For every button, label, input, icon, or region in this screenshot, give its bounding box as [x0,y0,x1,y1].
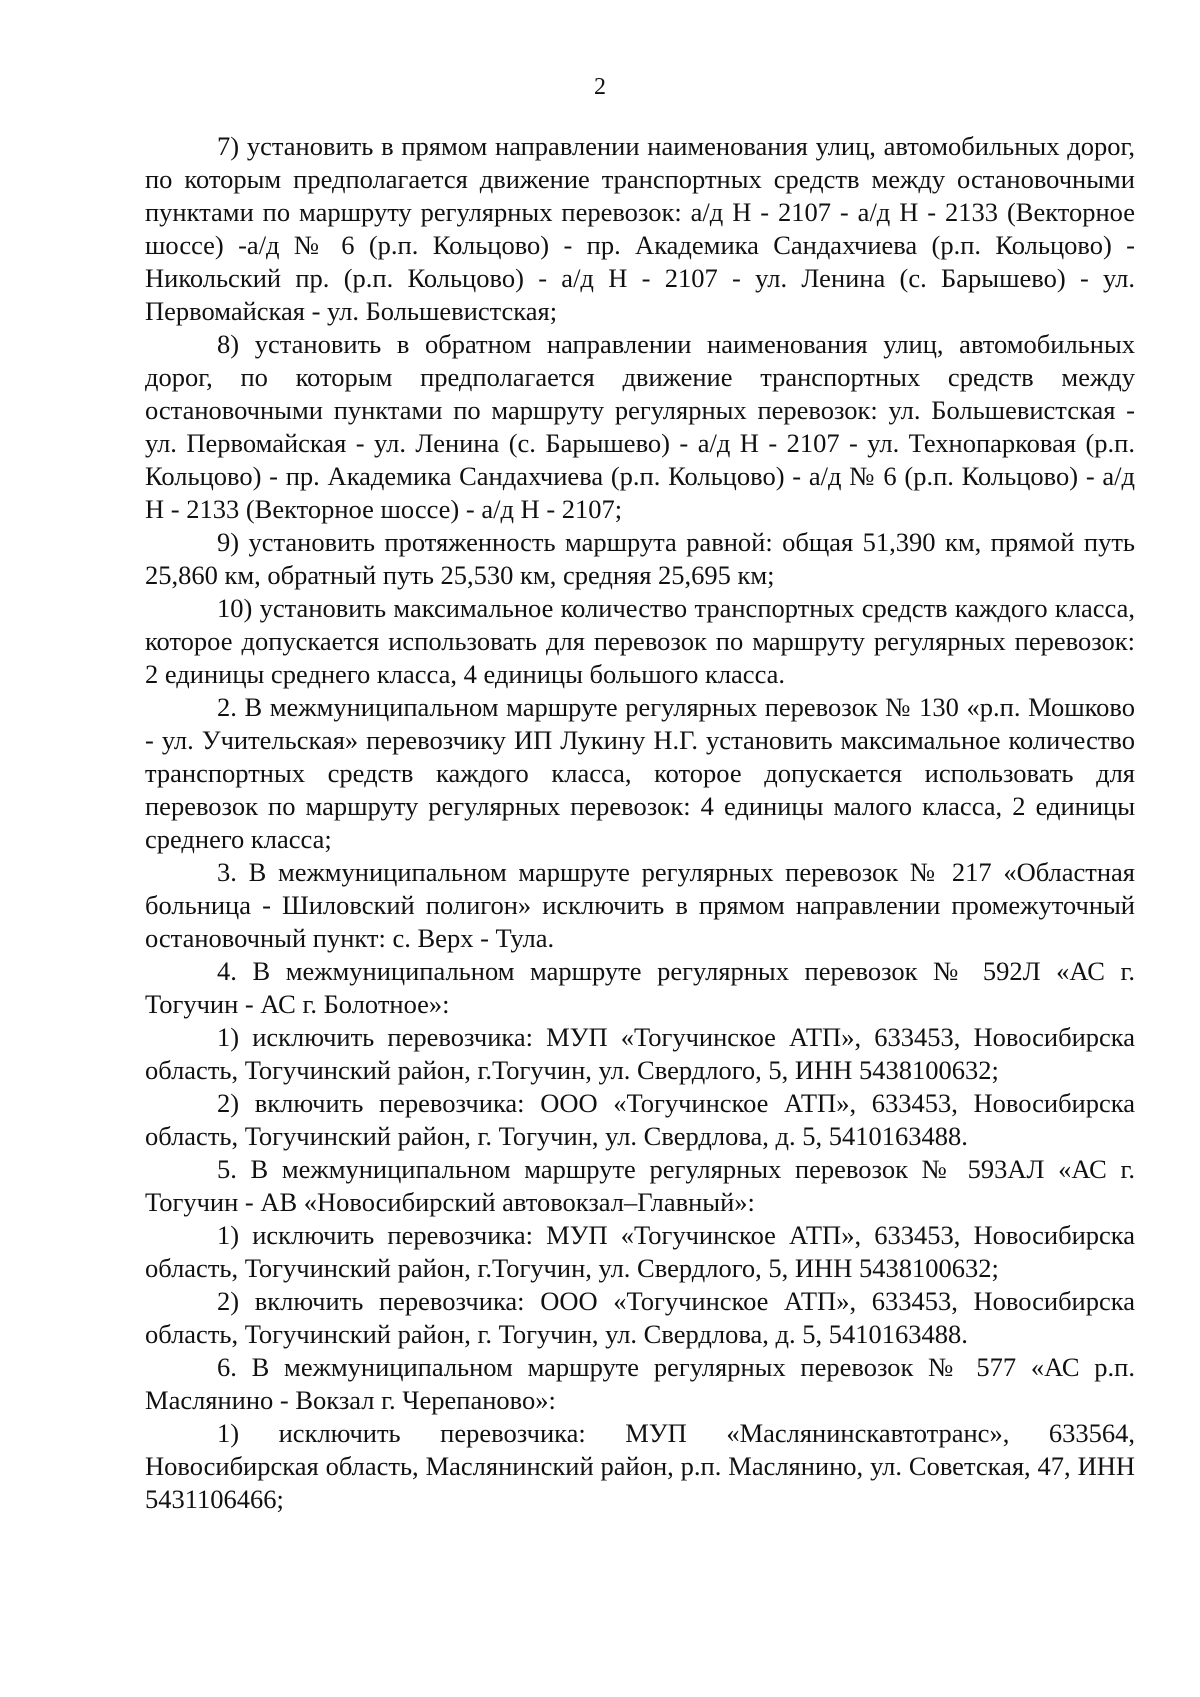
page-number: 2 [594,74,606,100]
paragraph-section-4-item-2: 2) включить перевозчика: ООО «Тогучинское АТП», 633453, Новосибирска область, Тогучинский район, г. Тогучин, ул. Свердлова, д. 5, 5410163488. [145,1088,1135,1151]
paragraph-section-6-item-1: 1) исключить перевозчика: МУП «Маслянинскавтотранс», 633564, Новосибирская область, Маслянинский район, р.п. Маслянино, ул. Советская, 47, ИНН 5431106466; [145,1418,1135,1514]
paragraph-section-5-item-1: 1) исключить перевозчика: МУП «Тогучинское АТП», 633453, Новосибирска область, Тогучинский район, г.Тогучин, ул. Свердлого, 5, ИНН 5438100632; [145,1220,1135,1283]
paragraph-section-5: 5. В межмуниципальном маршруте регулярных перевозок № 593АЛ «АС г. Тогучин - АВ «Новосибирский автовокзал–Главный»: [145,1154,1135,1217]
paragraph-section-3: 3. В межмуниципальном маршруте регулярных перевозок № 217 «Областная больница - Шиловский полигон» исключить в прямом направлении промежуточный остановочный пункт: с. Верх - Тула. [145,857,1135,953]
paragraph-section-6: 6. В межмуниципальном маршруте регулярных перевозок № 577 «АС р.п. Маслянино - Вокзал г. Черепаново»: [145,1352,1135,1415]
paragraph-section-4: 4. В межмуниципальном маршруте регулярных перевозок № 592Л «АС г. Тогучин - АС г. Болотное»: [145,956,1135,1019]
document-body [145,130,1135,1516]
paragraph-section-5-item-2: 2) включить перевозчика: ООО «Тогучинское АТП», 633453, Новосибирска область, Тогучинский район, г. Тогучин, ул. Свердлова, д. 5, 5410163488. [145,1286,1135,1349]
paragraph-section-2: 2. В межмуниципальном маршруте регулярных перевозок № 130 «р.п. Мошково - ул. Учительская» перевозчику ИП Лукину Н.Г. установить максимальное количество транспортных средств каждого класса, которое допускается использовать для перевозок по маршруту регулярных перевозок: 4 единицы малого класса, 2 единицы среднего класса; [145,692,1135,854]
paragraph-item-8: 8) установить в обратном направлении наименования улиц, автомобильных дорог, по которым предполагается движение транспортных средств между остановочными пунктами по маршруту регулярных перевозок: ул. Большевистская - ул. Первомайская - ул. Ленина (с. Барышево) - а/д Н - 2107 - ул. Технопарковая (р.п. Кольцово) - пр. Академика Сандахчиева (р.п. Кольцово) - а/д № 6 (р.п. Кольцово) - а/д Н - 2133 (Векторное шоссе) - а/д Н - 2107; [145,329,1135,524]
paragraph-item-7: 7) установить в прямом направлении наименования улиц, автомобильных дорог, по которым предполагается движение транспортных средств между остановочными пунктами по маршруту регулярных перевозок: а/д Н - 2107 - а/д Н - 2133 (Векторное шоссе) -а/д № 6 (р.п. Кольцово) - пр. Академика Сандахчиева (р.п. Кольцово) - Никольский пр. (р.п. Кольцово) - а/д Н - 2107 - ул. Ленина (с. Барышево) - ул. Первомайская - ул. Большевистская; [145,131,1135,326]
paragraph-item-9: 9) установить протяженность маршрута равной: общая 51,390 км, прямой путь 25,860 км, обратный путь 25,530 км, средняя 25,695 км; [145,527,1135,590]
paragraph-section-4-item-1: 1) исключить перевозчика: МУП «Тогучинское АТП», 633453, Новосибирска область, Тогучинский район, г.Тогучин, ул. Свердлого, 5, ИНН 5438100632; [145,1022,1135,1085]
paragraph-item-10: 10) установить максимальное количество транспортных средств каждого класса, которое допускается использовать для перевозок по маршруту регулярных перевозок: 2 единицы среднего класса, 4 единицы большого класса. [145,593,1135,689]
